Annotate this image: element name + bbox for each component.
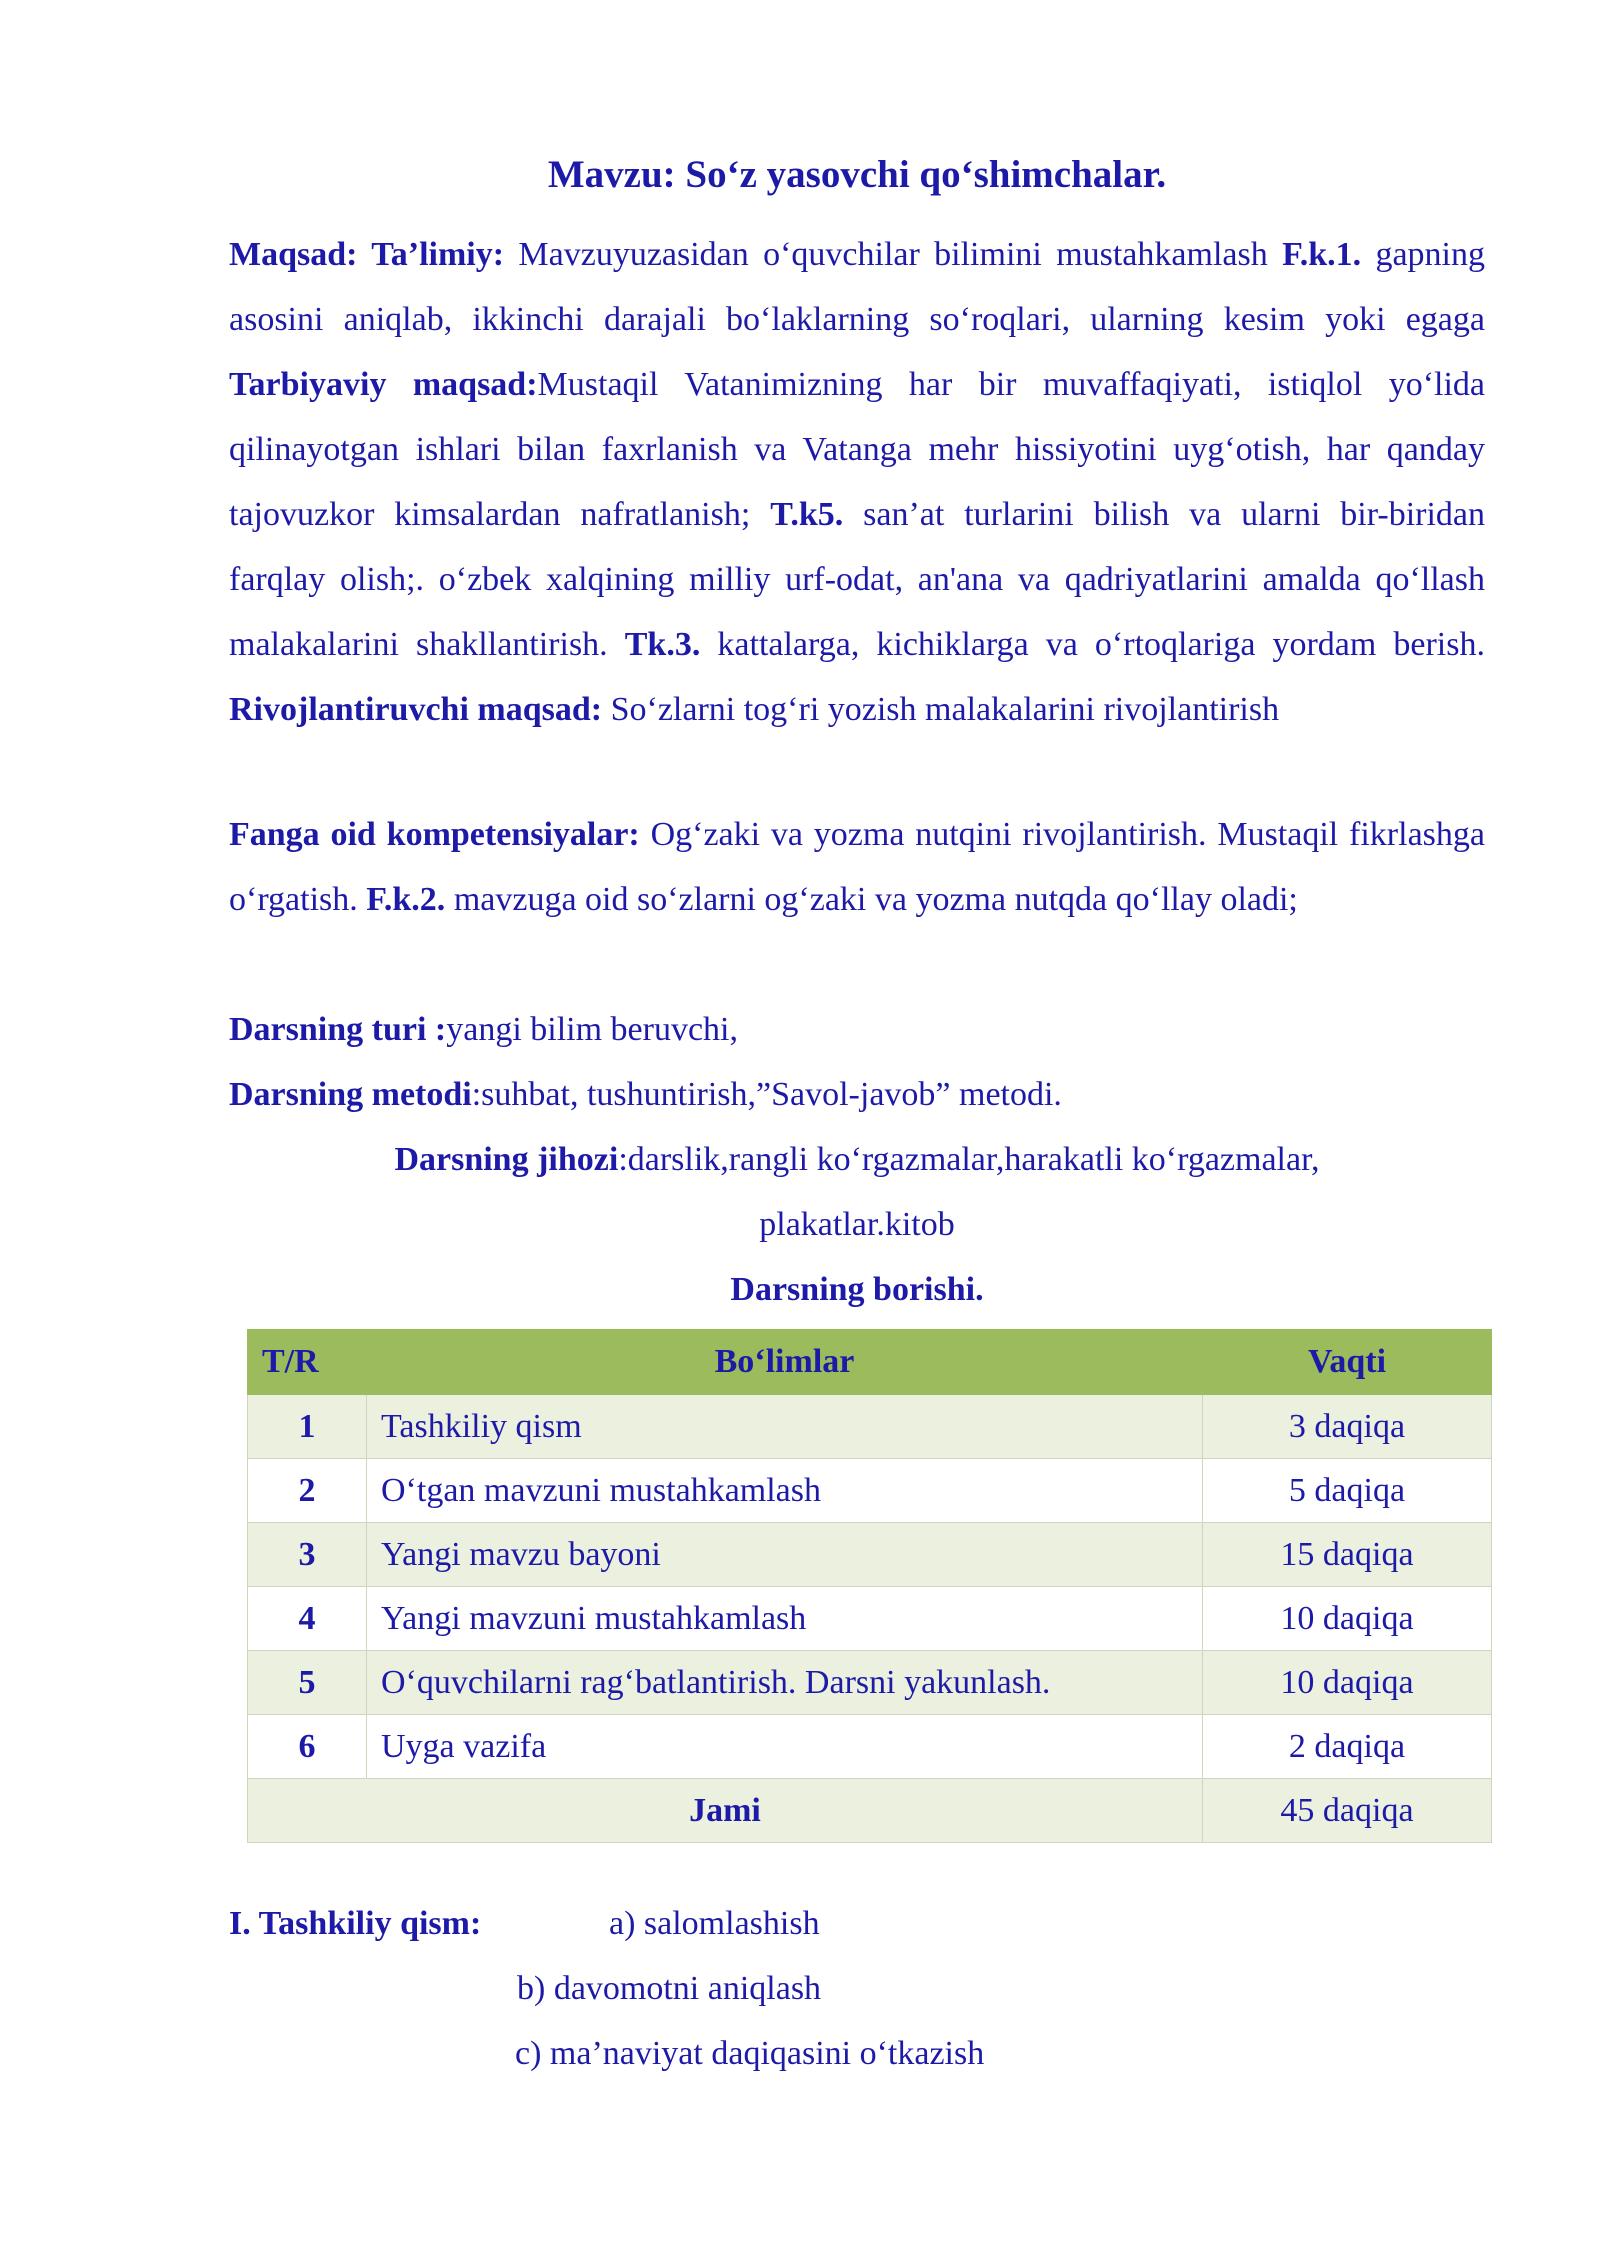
goal-text: gapning asosini aniqlab, ikkinchi darajali bo‘laklarning so‘roqlari, ularning kesim yoki egaga [229, 236, 1486, 338]
organization-item: b) davomotni aniqlash [517, 1970, 822, 2007]
lesson-method-label: Darsning metodi [229, 1076, 472, 1113]
goal-code: F.k.1. [1282, 236, 1362, 273]
lesson-type-line [229, 997, 1485, 1062]
document-title: Mavzu: So‘z yasovchi qo‘shimchalar. [547, 153, 1167, 196]
row-number: 4 [248, 1587, 367, 1651]
goal-label: Maqsad: Ta’limiy: [229, 236, 505, 273]
goals-paragraph [229, 222, 1485, 742]
row-number: 6 [248, 1715, 367, 1779]
lesson-method-line [229, 1062, 1485, 1127]
lesson-plan-table [247, 1329, 1492, 1843]
competence-text: mavzuga oid so‘zlarni og‘zaki va yozma nutqda qo‘llay oladi; [445, 881, 1298, 918]
table-row [248, 1587, 1492, 1651]
goal-text: kattalarga, kichiklarga va o‘rtoqlariga yordam berish. [700, 626, 1485, 663]
table-row [248, 1395, 1492, 1459]
lesson-method-value: :suhbat, tushuntirish,”Savol-javob” metodi. [471, 1076, 1062, 1113]
lesson-equipment-line-2: plakatlar.kitob [759, 1206, 955, 1243]
goal-code: T.k5. [770, 496, 844, 533]
total-time: 45 daqiqa [1203, 1779, 1492, 1843]
header-sections: Bo‘limlar [367, 1330, 1203, 1395]
table-total-row [248, 1779, 1492, 1843]
lesson-type-value: yangi bilim beruvchi, [446, 1011, 739, 1048]
table-header-row [248, 1330, 1492, 1395]
total-label: Jami [248, 1779, 1203, 1843]
lesson-equipment-label: Darsning jihozi [394, 1141, 619, 1178]
organization-label: I. Tashkiliy qism: [229, 1905, 482, 1942]
table-row [248, 1651, 1492, 1715]
row-time: 5 daqiqa [1203, 1459, 1492, 1523]
row-time: 2 daqiqa [1203, 1715, 1492, 1779]
lesson-equipment-value: :darslik,rangli ko‘rgazmalar,harakatli ko‘rgazmalar, [618, 1141, 1320, 1178]
row-time: 3 daqiqa [1203, 1395, 1492, 1459]
row-number: 2 [248, 1459, 367, 1523]
goal-label: Rivojlantiruvchi maqsad: [229, 691, 603, 728]
organization-item: c) ma’naviyat daqiqasini o‘tkazish [515, 2035, 985, 2072]
row-section: Uyga vazifa [367, 1715, 1203, 1779]
table-row [248, 1459, 1492, 1523]
row-time: 15 daqiqa [1203, 1523, 1492, 1587]
competence-paragraph [229, 802, 1485, 932]
competence-text: Og‘zaki va yozma nutqini rivojlantirish. Mustaqil fikrlashga o‘rgatish. [229, 816, 1485, 918]
goal-text: Mavzuyuzasidan o‘quvchilar bilimini mustahkamlash [504, 236, 1283, 273]
row-number: 5 [248, 1651, 367, 1715]
row-section: O‘tgan mavzuni mustahkamlash [367, 1459, 1203, 1523]
row-time: 10 daqiqa [1203, 1587, 1492, 1651]
competence-label: Fanga oid kompetensiyalar: [229, 816, 640, 853]
progress-title: Darsning borishi. [730, 1271, 984, 1308]
table-row [248, 1715, 1492, 1779]
row-time: 10 daqiqa [1203, 1651, 1492, 1715]
row-number: 1 [248, 1395, 367, 1459]
row-section: O‘quvchilarni rag‘batlantirish. Darsni yakunlash. [367, 1651, 1203, 1715]
lesson-equipment-line [229, 1127, 1485, 1192]
goal-code: Tk.3. [624, 626, 701, 663]
row-section: Yangi mavzu bayoni [367, 1523, 1203, 1587]
goal-text: So‘zlarni tog‘ri yozish malakalarini rivojlantirish [602, 691, 1280, 728]
header-time: Vaqti [1203, 1330, 1492, 1395]
goal-label: Tarbiyaviy maqsad: [229, 366, 538, 403]
table-row [248, 1523, 1492, 1587]
lesson-type-label: Darsning turi : [229, 1011, 447, 1048]
competence-code: F.k.2. [366, 881, 446, 918]
goal-text: Mustaqil Vatanimizning har bir muvaffaqiyati, istiqlol yo‘lida qilinayotgan ishlari bilan faxrlanish va Vatanga mehr hissiyotini uyg‘otish, har qanday tajovuzkor kimsalardan nafratlanish; [229, 366, 1485, 533]
row-section: Yangi mavzuni mustahkamlash [367, 1587, 1203, 1651]
row-number: 3 [248, 1523, 367, 1587]
organization-item: a) salomlashish [609, 1905, 820, 1942]
header-tr: T/R [248, 1330, 367, 1395]
row-section: Tashkiliy qism [367, 1395, 1203, 1459]
goal-text: san’at turlarini bilish va ularni bir-biridan farqlay olish;. o‘zbek xalqining milliy urf-odat, an'ana va qadriyatlarini amalda qo‘llash malakalarini shakllantirish. [229, 496, 1486, 663]
